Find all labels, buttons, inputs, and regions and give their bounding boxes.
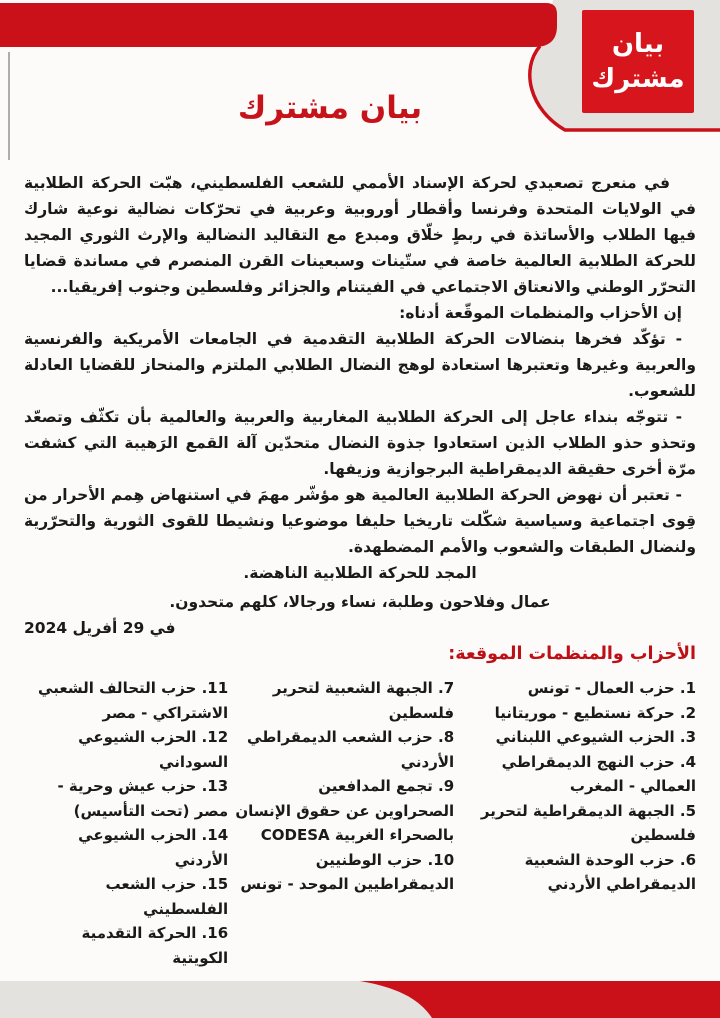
footer-decoration [0,978,720,1018]
signatories-list [24,676,696,970]
list-item: 14. الحزب الشيوعي الأردني [78,826,229,869]
list-item: 7. الجبهة الشعبية لتحرير فلسطين [272,679,455,722]
lead-line: إن الأحزاب والمنظمات الموقّعة أدناه: [399,304,682,322]
signatories-column-3 [24,676,228,970]
list-item: 3. الحزب الشيوعي اللبناني [495,728,696,746]
intro-paragraph: في منعرج تصعيدي لحركة الإسناد الأممي للشعب الفلسطيني، هبّت الحركة الطلابية في الولايات المتحدة وفرنسا وأقطار أوروبية وعربية في تحرّكات نضالية نوعية شارك فيها الطلاب والأساتذة في ربطٍ خلّاق ومبدع مع التقاليد النضالية والإرث الثوري المجيد للحركة الطلابية العالمية خاصة في ستّينات وسبعينات القرن المنصرم في مساندة قضايا التحرّر الوطني والانعتاق الاجتماعي في الفيتنام والجزائر وفلسطين وجنوب إفريقيا... [24,174,696,296]
list-item: 6. حزب الوحدة الشعبية الديمقراطي الأردني [524,850,696,893]
stamp-line-2: مشترك [591,63,685,94]
bullet-2: - تتوجّه بنداء عاجل إلى الحركة الطلابية المغاربية والعربية والعالمية بأن تكثّف وتصعّد وتحذو حذو الطلاب الذين استعادوا جذوة النضال متحدّين آلة القمع الرَهيبة التي كشفت مرّة أخرى حقيقة الديمقراطية البرجوازية وزيفها. [24,408,696,478]
list-item: 15. حزب الشعب الفلسطيني [105,875,229,918]
slogan-2: عمال وفلاحون وطلبة، نساء ورجالا، كلهم متحدون. [169,593,551,611]
list-item: 16. الحركة التقدمية الكويتية [81,924,229,967]
list-item: 4. حزب النهج الديمقراطي العمالي - المغرب [501,752,696,795]
list-item: 8. حزب الشعب الديمقراطي الأردني [247,728,455,771]
list-item: 1. حزب العمال - تونس [527,679,696,697]
header-red-bar [0,3,557,47]
list-item: 13. حزب عيش وحرية - مصر (تحت التأسيس) [57,777,229,820]
signatories-column-2 [234,676,454,970]
stamp-line-1: بيان [611,29,665,60]
signatories-column-1 [460,676,696,970]
bullet-3: - تعتبر أن نهوض الحركة الطلابية العالمية هو مؤشّر مهمَ في استنهاض هِمم الأحرار من قِوى اجتماعية وسياسية شكّلت تاريخيا حليفا موضوعيا ونشيطا للقوى الثورية والتحرّرية ولنضال الطبقات والشعوب والأمم المضطهدة. [24,486,696,556]
list-item: 10. حزب الوطنيين الديمقراطيين الموحد - تونس [240,850,455,893]
signatories-heading: الأحزاب والمنظمات الموقعة: [448,644,696,664]
list-item: 9. تجمع المدافعين الصحراوين عن حقوق الإنسان بالصحراء الغربية CODESA [235,777,455,844]
statement-body [24,170,696,970]
bullet-1: - تؤكّد فخرها بنضالات الحركة الطلابية التقدمية في الجامعات الأمريكية والفرنسية والعربية وغيرها وتعتبرها استعادة لوهج النضال الطلابي الملتزم والمنحاز للقضايا العادلة للشعوب. [24,330,696,400]
list-item: 11. حزب التحالف الشعبي الاشتراكي - مصر [38,679,229,722]
list-item: 5. الجبهة الديمقراطية لتحرير فلسطين [480,801,696,844]
slogan-1: المجد للحركة الطلابية الناهضة. [243,564,477,582]
date-line: في 29 أفريل 2024 [24,619,176,637]
list-item: 12. الحزب الشيوعي السوداني [78,728,229,771]
list-item: 2. حركة نستطيع - موريتانيا [494,703,696,722]
page-title: بيان مشترك [237,90,423,126]
